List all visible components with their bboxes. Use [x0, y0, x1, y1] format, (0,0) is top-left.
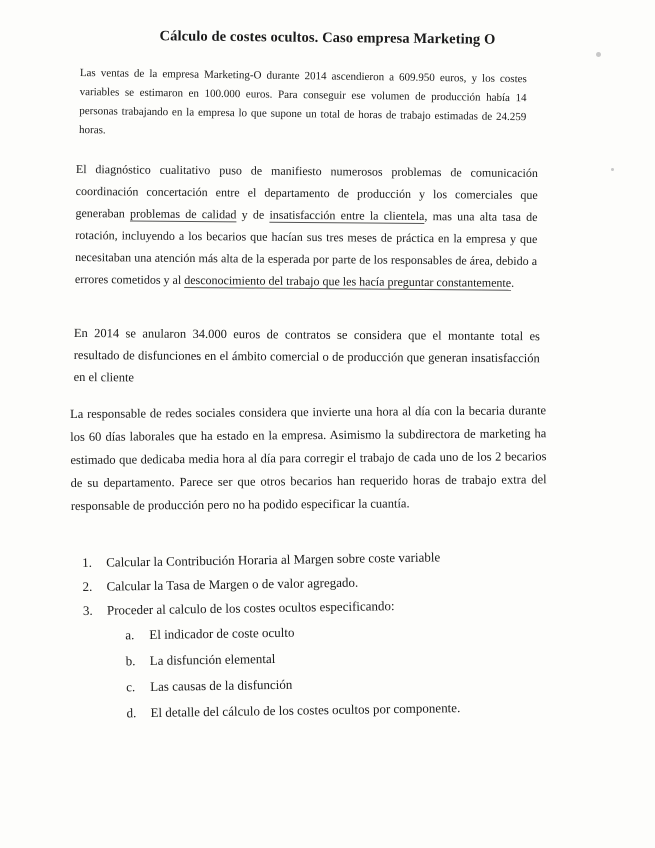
underlined-client-dissatisfaction: insatisfacción entre la clientela: [269, 207, 425, 224]
underlined-quality-problems: problemas de calidad: [129, 206, 237, 222]
subtask-text: El indicador de coste oculto: [149, 624, 295, 642]
subtask-letter: d.: [126, 705, 137, 721]
subtask-letter: b.: [125, 653, 136, 669]
subtask-letter: c.: [126, 679, 136, 695]
task-number: 1.: [82, 554, 93, 570]
subtask-list: [83, 615, 565, 727]
underlined-lack-of-knowledge: desconocimiento del trabajo que les hacía preguntar constantemente: [184, 272, 512, 290]
paragraph-diagnosis-text-4: .: [511, 275, 515, 290]
document-title: Cálculo de costes ocultos. Caso empresa Marketing O: [159, 28, 496, 48]
paragraph-diagnosis-text-1: El diagnóstico cualitativo puso de manifiesto numerosos problemas de comunicación coordinación concertación entre el departamento de producción y los comerciales que generaban: [75, 161, 538, 221]
subtask-text: Las causas de la disfunción: [150, 676, 293, 694]
task-list: [82, 543, 565, 727]
paragraph-social-media: La responsable de redes sociales considera que invierte una hora al día con la becaria durante los 60 días laborales que ha estado en la empresa. Asimismo la subdirectora de marketing ha estimado que dedicaba media hora al día para corregir el trabajo de cada uno de los 2 becarios de su departamento. Parece ser que otros becarios han requerido horas de trabajo extra del responsable de producción pero no ha podido especificar la cuantía.: [70, 403, 547, 513]
task-number: 2.: [82, 578, 93, 594]
task-text: Calcular la Tasa de Margen o de valor agregado.: [106, 574, 359, 594]
paragraph-diagnosis: [75, 158, 538, 294]
subtask-text: El detalle del cálculo de los costes ocultos por componente.: [150, 700, 461, 720]
task-number: 3.: [82, 602, 93, 618]
paragraph-contracts: En 2014 se anularon 34.000 euros de contratos se considera que el montante total es resultado de disfunciones en el ámbito comercial o de producción que generan insatisfacción en el cliente: [73, 325, 540, 385]
task-text: Calcular la Contribución Horaria al Margen sobre coste variable: [106, 549, 441, 570]
subtask-text: La disfunción elemental: [149, 650, 276, 668]
subtask-letter: a.: [125, 627, 135, 643]
paragraph-sales: Las ventas de la empresa Marketing-O durante 2014 ascendieron a 609.950 euros, y los costes variables se estimaron en 100.000 euros. Para conseguir ese volumen de producción había 14 personas trabajando en la empresa lo que supone un total de horas de trabajo estimadas de 24.259 horas.: [78, 66, 527, 137]
scan-speck: [596, 52, 601, 57]
paragraph-diagnosis-text-2: y de: [236, 207, 270, 222]
paragraph-diagnosis-text-3: , mas una alta tasa de rotación, incluyendo a los becarios que hacían sus tres meses de práctica en la empresa y que necesitaban una atención más alta de la esperada por parte de los responsables de área, debido a errores cometidos y al: [74, 209, 538, 287]
scan-speck: [611, 168, 614, 171]
subtask-item: [126, 693, 564, 726]
task-text: Proceder al calculo de los costes ocultos especificando:: [106, 598, 395, 618]
